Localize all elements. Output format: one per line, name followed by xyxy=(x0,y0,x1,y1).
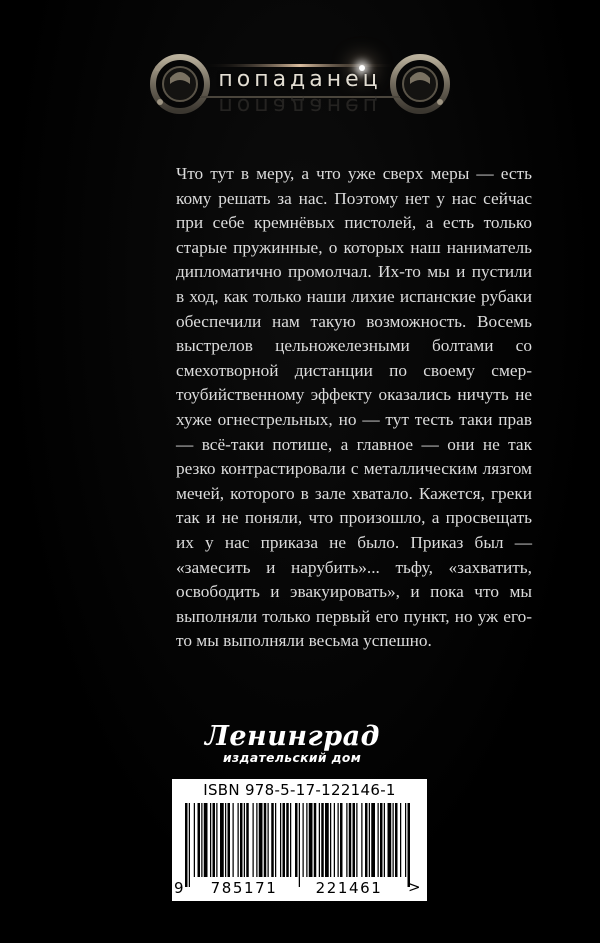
barcode-bar xyxy=(253,803,254,877)
barcode-bar xyxy=(240,803,243,877)
barcode-bar xyxy=(365,803,368,877)
barcode-bar xyxy=(309,803,313,877)
barcode-bar xyxy=(380,803,383,877)
barcode-bar xyxy=(238,803,239,877)
barcode-bar xyxy=(369,803,370,877)
barcode-bar xyxy=(268,803,269,877)
barcode-bar xyxy=(400,803,401,877)
barcode-bar xyxy=(246,803,249,877)
barcode-bar xyxy=(325,803,329,877)
barcode-bar xyxy=(371,803,375,877)
barcode-icon xyxy=(183,803,413,889)
barcode-bar xyxy=(405,803,406,877)
barcode-bar xyxy=(303,803,304,877)
barcode-bar xyxy=(384,803,385,877)
barcode-bar xyxy=(314,803,317,877)
barcode-bar xyxy=(408,803,411,887)
ean-right-digits: 221461 xyxy=(301,879,397,897)
barcode-bar xyxy=(210,803,211,877)
barcode-bar xyxy=(319,803,320,877)
barcode-bar xyxy=(185,803,188,887)
barcode-bar xyxy=(204,803,208,877)
barcode-bar xyxy=(233,803,234,877)
barcode-bar xyxy=(201,803,202,877)
barcode-bar xyxy=(299,803,300,887)
barcode-bar xyxy=(330,803,331,877)
ean-lead-digit: 9 xyxy=(174,879,184,897)
barcode-bar xyxy=(283,803,286,877)
barcode-bar xyxy=(290,803,291,877)
barcode-bar xyxy=(194,803,195,877)
barcode-bar xyxy=(395,803,398,877)
ean-quiet-zone-mark: > xyxy=(408,878,421,896)
barcode-bar xyxy=(338,803,339,877)
barcode-bar xyxy=(393,803,394,877)
barcode-bar xyxy=(346,803,347,877)
barcode-bar xyxy=(244,803,245,877)
barcode-bar xyxy=(356,803,357,877)
barcode-bar xyxy=(349,803,352,877)
isbn-barcode-box xyxy=(172,779,427,901)
barcode-bar xyxy=(220,803,224,877)
ean-left-digits: 785171 xyxy=(196,879,292,897)
series-emblem xyxy=(148,38,452,138)
barcode-bar xyxy=(295,803,298,877)
barcode-bar xyxy=(259,803,263,877)
publisher-subtitle: издательский дом xyxy=(223,751,362,765)
barcode-bar xyxy=(340,803,343,877)
blurb-text: Что тут в меру, а что уже сверх меры — есть кому решать за нас. Поэтому нет у нас сейчас при себе кремнёвых пистолей, а есть только старые пружинные, о которых наш наниматель дипломатично промолчал. Их-то мы и пустили в ход, как только наши лихие испанские рубаки обеспечили нам такую возможность. Восемь выстрелов цельножелезными болтами со смехотворной дистанции по своему смертоубийственному эффекту оказались ничуть не хуже огнестрельных, но — тут тесть таки прав — всё-таки потише, а главное — они не так резко контрастировали с металлическим лязгом мечей, которого в зале хватало. Кажется, греки так и не поняли, что произошло, а просвещать их у нас приказа не было. Приказ был — «замесить и нарубить»... тьфу, «захватить, освободить и эвакуировать», и пока что мы выполняли только первый его пункт, но уж его-то мы выполняли весьма успешно. xyxy=(176,164,532,651)
barcode-bar xyxy=(280,803,281,877)
barcode-bar xyxy=(271,803,274,877)
series-title: попаданец xyxy=(218,67,382,92)
barcode-bar xyxy=(264,803,267,877)
barcode-bar xyxy=(321,803,324,877)
series-title-reflection: попаданец xyxy=(218,93,382,118)
barcode-bar xyxy=(225,803,226,877)
barcode-bar xyxy=(334,803,335,877)
barcode-bar xyxy=(361,803,362,877)
barcode-bar xyxy=(353,803,356,877)
barcode-bar xyxy=(198,803,201,877)
publisher-name: Ленинград xyxy=(205,721,380,752)
barcode-bar xyxy=(306,803,307,877)
barcode-bar xyxy=(378,803,379,877)
isbn-label: ISBN 978-5-17-122146-1 xyxy=(203,781,396,799)
barcode-bar xyxy=(228,803,231,877)
barcode-bar xyxy=(256,803,257,877)
barcode-bar xyxy=(216,803,217,877)
barcode-bar xyxy=(388,803,392,877)
barcode-bar xyxy=(286,803,289,877)
barcode-bar xyxy=(275,803,276,877)
barcode-bar xyxy=(213,803,216,877)
publisher-logo xyxy=(205,722,395,770)
barcode-bar xyxy=(189,803,190,887)
